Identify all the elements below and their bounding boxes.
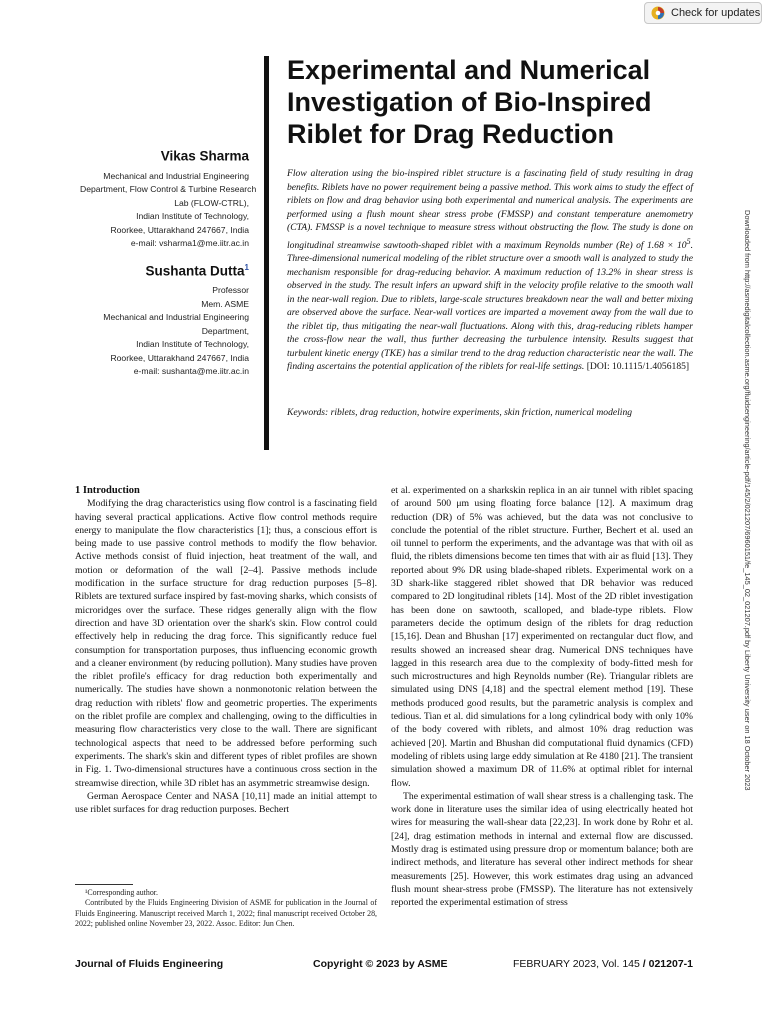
keywords: Keywords: riblets, drag reduction, hotwire experiments, skin friction, numerical modeling xyxy=(287,407,633,418)
section-heading: 1 Introduction xyxy=(75,485,140,496)
doi-link[interactable]: [DOI: 10.1115/1.4056185] xyxy=(584,361,690,373)
paper-title: Experimental and Numerical Investigation of Bio-Inspired Riblet for Drag Reduction xyxy=(287,55,652,149)
author-block xyxy=(80,148,257,391)
abstract: Flow alteration using the bio-inspired riblet structure is a fascinating field of study resulting in drag benefits. Riblets have no power requirement being a passive method. This work aims to study the effect of riblets on flow and drag behavior using both experimental and numerical analysis. The experiments are performed using a flush mount shear stress probe (FMSSP) and constant temperature anemometry (CTA). FMSSP is a novel technique to measure stress without obstructing the flow. The study is done on longitudinal streamwise sawtooth-shaped riblet with a maximum Reynolds number (Re) of $1.68 \times 10^5$. Three-dimensional numerical modeling of the riblet structure over a smooth wall is analyzed to study the mechanism responsible for drag-reducing behavior. A maximum reduction of 13.2% in shear stress is observed in the study. The result infers an upward shift in the velocity profile relative to the smooth wall in the near-wall region. Due to riblets, large-scale structures breakdown near the wall and better mixing are observed above the surface. Near-wall vortices are imparted a movement away from the wall due to the riblet tip, thus mitigating the near-wall fluctuations. Along with this, drag-reducing riblets hamper the cross-flow near the wall, thus further decreasing the turbulence intensity. Results suggest that turbulent kinetic energy (TKE) has a similar trend to the drag reduction characteristic near the wall. The finding ascertains the potential application of the riblets for real-life settings. [DOI: 10.1115/1.4056185] xyxy=(287,168,693,373)
paragraph: Modifying the drag characteristics using flow control is a fascinating field having several practical applications. Active flow control methods require energy to manipulate the flow characteristics [1]; thus, a conscious effort is being made to use passive control methods to modify the flow behavior. Active methods consist of fluid injection, heat treatment of the wall, and motion or deformation of the wall [2–4]. Passive methods include modification in the surface structure for drag reduction purposes [5–8]. Riblets are textured surface inspired by fast-moving sharks, which consists of microridges over the surface. These ridges generally align with the flow direction and have 3D orientation over the shark's skin. Flow control could effectively help in reducing the drag force. This significantly reduce fuel consumption for transportation purposes, thus influencing economic growth and a cleaner environment (by reducing pollution). Many studies have proven the riblet profile's efficacy for drag reduction both experimentally and numerically. The studies have shown a nonmonotonic relation between the drag reduction with riblets' flow and geometric properties. The experiments on the riblet profile are complex and challenging, owing to the difficulties in measuring flow characteristics very close to the wall. There are significant technological aspects that need to be addressed before performing such experiments. The shark's skin and different types of riblet profiles are shown in Fig. 1. Two-dimensional structures have a continuous cross section in the streamwise direction, while 3D riblet has an asymmetric streamwise design. xyxy=(75,498,377,789)
check-for-updates-label: Check for updates xyxy=(671,7,761,19)
title-bar-rule xyxy=(264,56,269,450)
author-name: Vikas Sharma xyxy=(160,148,249,164)
copyright: Copyright © 2023 by ASME xyxy=(313,958,448,970)
author xyxy=(80,263,249,379)
author xyxy=(80,148,257,251)
body-column-right xyxy=(391,484,693,910)
paragraph: German Aerospace Center and NASA [10,11] made an initial attempt to use riblet surfaces for drag reduction purposes. Bechert xyxy=(75,790,377,816)
author-name: Sushanta Dutta$^1$ xyxy=(145,262,249,278)
footnote-divider xyxy=(75,884,133,885)
author-email[interactable]: e-mail: sushanta@me.iitr.ac.in xyxy=(133,366,249,376)
author-email[interactable]: e-mail: vsharma1@me.iitr.ac.in xyxy=(130,238,249,248)
page-footer xyxy=(75,958,693,972)
paragraph: et al. experimented on a sharkskin replica in an air tunnel with riblet spacing of around 500 μm using floating force balance [12]. A maximum drag reduction (DR) of 5% was achieved, but the data was not conclusive to conclude the potential of the riblet structure. Further, Bechert et al. used an oil tunnel to perform the experiments, and the advantage was that with oil as fluid, the riblets dimensions become ten times that with air as fluid [13]. They reported about 9% DR using blade-shaped riblets. Experimental work on a 3D shark-like staggered riblet showed that DR behavior was reduced compared to 2D longitudinal riblets [14]. Most of the 2D riblet investigation has been done on sawtooth, scalloped, and blade-type riblets. Flow parameters decide the optimum design of the riblets for drag reduction [15,16]. Dean and Bhushan [17] experimented on rectangular duct flow, and results showed an increased shear drag. Numerical DNS techniques have lagged in this research area due to the complexity of body-fitted mesh for such microstructures and high Reynolds number (Re). Triangular riblets are simulated using DNS [4,18] and the spectral element method [19]. These methods produced good results, but the parametric analysis is complex and tedious. Tian et al. did simulations for a long cylindrical body with only 10% of the body covered with riblets, and almost 10% drag reduction was achieved [20]. Martin and Bhushan did computational fluid dynamics (CFD) modeling of riblets using large eddy simulation at Re 4180 [21]. The transient simulation showed a maximum DR of 11.6% at optimal riblet for internal flow. xyxy=(391,485,693,789)
crossmark-icon xyxy=(651,6,665,20)
author-affiliation: Mechanical and Industrial Engineering Department, Flow Control & Turbine Research Lab (FLOW-CTRL), Indian Institute of Technology, Roorkee, Uttarakhand 247667, India e-mail: vsharma1@me.iitr.ac.in xyxy=(80,170,249,251)
body-column-left xyxy=(75,484,377,816)
footnote: ¹Corresponding author. xyxy=(85,888,158,897)
paragraph: The experimental estimation of wall shear stress is a challenging task. The work done in literature uses the similar idea of using electrically heated hot wires for measuring the wall-shear data [22,23]. In work done by Rohr et al. [24], drag estimation methods in internal and external flow are discussed. Mostly drag is estimated using pressure drop or momentum balance; both are indirect methods, and literature has several other indirect methods for shear measurements [25]. However, this work estimates drag using an advanced flush mount shear-stress probe (FMSSP). The literature has not extensively reported the experimental estimation of stress xyxy=(391,790,693,909)
author-affiliation: Professor Mem. ASME Mechanical and Industrial Engineering Department, Indian Institute of Technology, Roorkee, Uttarakhand 247667, India e-mail: sushanta@me.iitr.ac.in xyxy=(80,284,249,379)
footnotes xyxy=(75,888,377,930)
issue-info: FEBRUARY 2023, Vol. 145 / 021207-1 xyxy=(513,958,693,970)
check-for-updates-button[interactable] xyxy=(644,2,762,24)
download-watermark: Downloaded from http://asmedigitalcollection.asme.org/fluidsengineering/article-pdf/145/2/021207/6960151/fe_145_02_021207.pdf by Liberty University user on 18 October 2023 xyxy=(743,210,752,791)
footnote: Contributed by the Fluids Engineering Division of ASME for publication in the Journal of Fluids Engineering. Manuscript received March 1, 2022; final manuscript received October 28, 2022; published online November 23, 2022. Assoc. Editor: Jun Chen. xyxy=(75,898,377,929)
journal-name: Journal of Fluids Engineering xyxy=(75,958,224,970)
